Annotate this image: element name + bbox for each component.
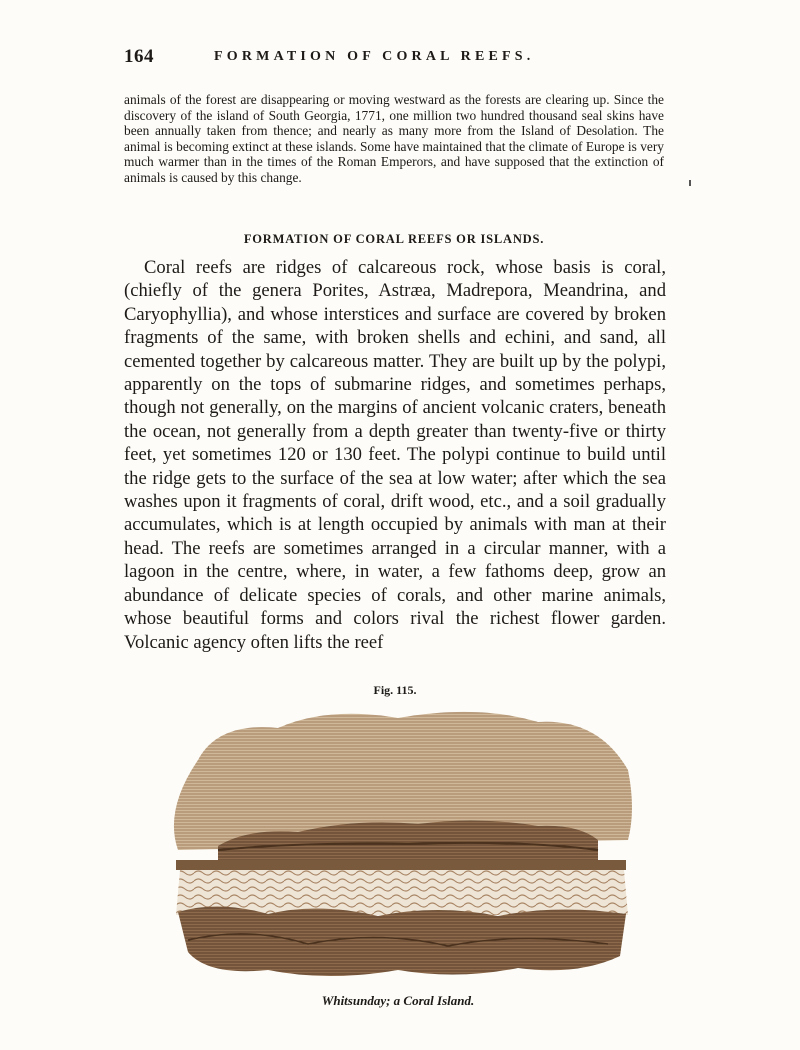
figure-caption: Whitsunday; a Coral Island. bbox=[321, 993, 475, 1008]
running-head: FORMATION OF CORAL REEFS. bbox=[214, 49, 535, 64]
page-number: 164 bbox=[124, 46, 154, 67]
intro-paragraph: animals of the forest are disappearing or moving westward as the forests are clearing up. Since the discovery of the island of South Georgia, 1771, one million two hundred thousand seal skins have been annually taken from thence; and nearly as many more from the Island of Desolation. The animal is becoming extinct at these islands. Some have maintained that the climate of Europe is very much warmer than in the times of the Roman Emperors, and have supposed that the extinction of animals is caused by this change. bbox=[124, 92, 664, 185]
body-paragraph: Coral reefs are ridges of calcareous rock, whose basis is coral, (chiefly of the genera Porites, Astræa, Madrepora, Meandrina, and Caryophyllia), and whose interstices and surface are covered by broken fragments of the same, with broken shells and echini, and sand, all cemented together by calcareous matter. They are built up by the polypi, apparently on the tops of submarine ridges, and sometimes perhaps, though not generally, on the margins of ancient volcanic craters, beneath the ocean, not generally from a depth greater than twenty-five or thirty feet, yet sometimes 120 or 130 feet. The polypi continue to build until the ridge gets to the surface of the sea at low water; after which the sea washes upon it fragments of coral, drift wood, etc., and a soil gradually accumulates, which is at length occupied by animals with man at their head. The reefs are sometimes arranged in a circular manner, with a lagoon in the centre, where, in water, a few fathoms deep, grow an abundance of delicate species of corals, and other marine animals, whose beautiful forms and colors rival the richest flower garden. Volcanic agency often lifts the reef bbox=[124, 257, 666, 653]
section-heading: FORMATION OF CORAL REEFS OR ISLANDS. bbox=[243, 232, 545, 246]
page-header bbox=[124, 46, 669, 72]
coral-island-engraving bbox=[158, 700, 640, 980]
margin-mark bbox=[689, 180, 691, 186]
figure-label: Fig. 115. bbox=[373, 683, 417, 697]
